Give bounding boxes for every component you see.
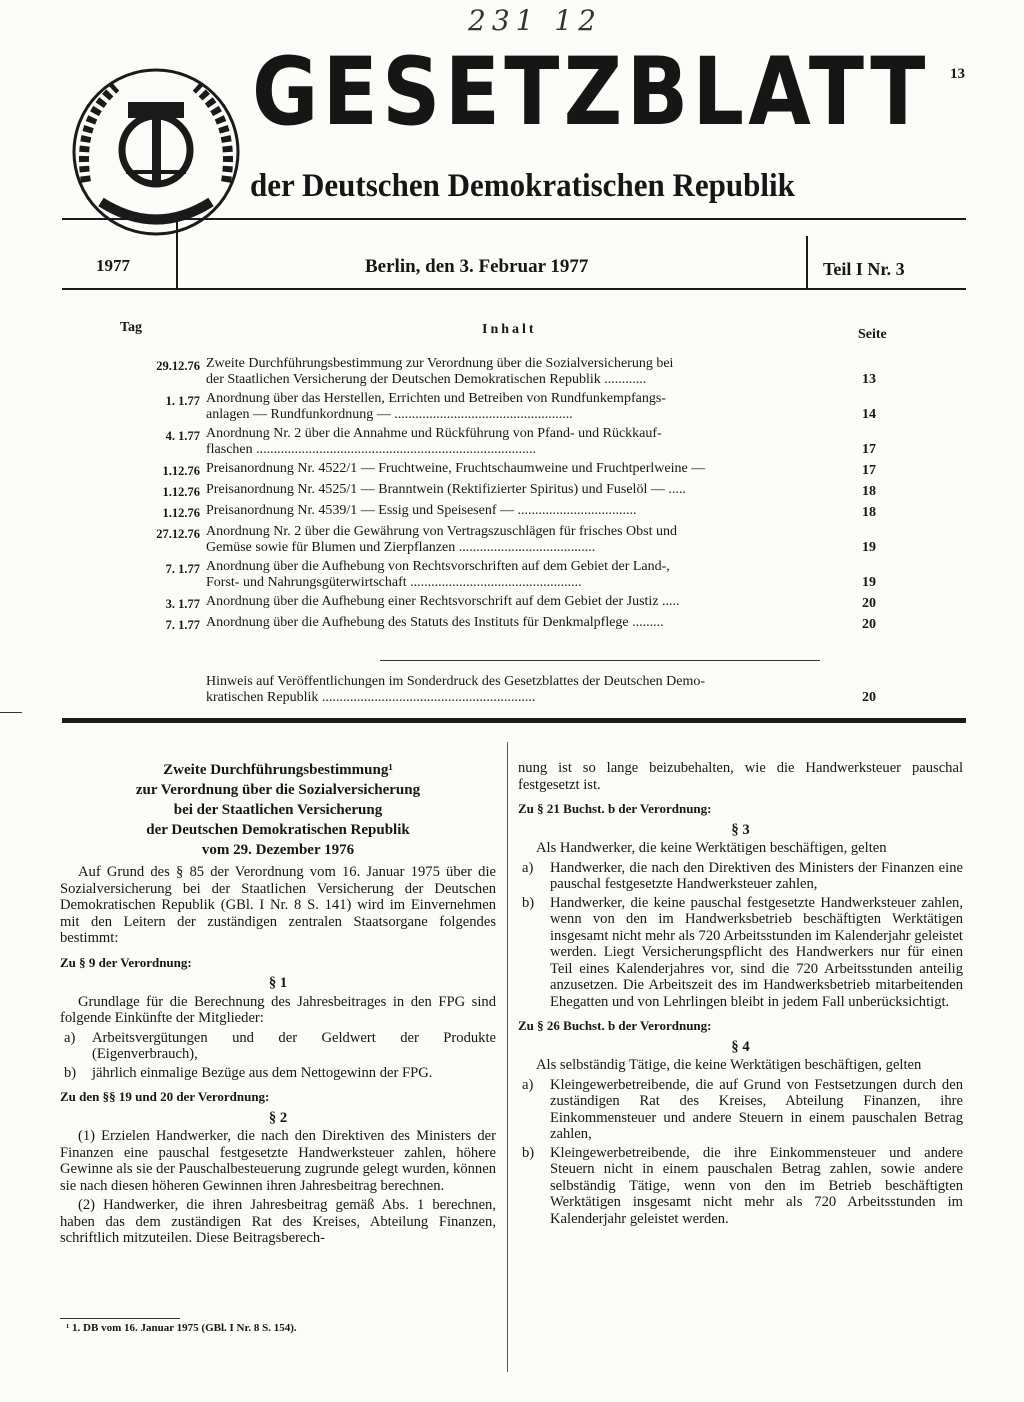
table-of-contents bbox=[100, 356, 900, 636]
toc-entry: 27.12.76 Anordnung Nr. 2 über die Gewährung von Vertragszuschlägen für frisches Obst und Gemüse sowie für Blumen und Zierpflanzen ....................................... 19 bbox=[156, 524, 876, 555]
toc-entry: 3. 1.77 Anordnung über die Aufhebung einer Rechtsvorschrift auf dem Gebiet der Justiz ..... 20 bbox=[165, 594, 876, 611]
page-number: 13 bbox=[950, 66, 965, 82]
decree-date: vom 29. Dezember 1976 bbox=[201, 842, 355, 858]
toc-col-content: Inhalt bbox=[482, 322, 537, 337]
list-item: b) Kleingewerbetreibende, die ihre Einkommensteuer und andere Steuern nicht in einem pauschalen Betrag zahlen, sowie andere selbständig Tätige, wenn von den im Betrieb beschäftigten Werktätigen insgesamt nicht mehr als 720 Arbeitsstunden im Kalenderjahr geleistet werden. bbox=[522, 1144, 963, 1227]
issue-part: Teil I Nr. 3 bbox=[823, 259, 905, 279]
toc-entry: 1.12.76 Preisanordnung Nr. 4522/1 — Fruchtweine, Fruchtschaumweine und Fruchtperlweine — 17 bbox=[162, 461, 876, 478]
page-subtitle: der Deutschen Demokratischen Republik bbox=[250, 168, 795, 204]
toc-col-tag: Tag bbox=[120, 320, 143, 335]
list-item: a) Kleingewerbetreibende, die auf Grund von Festsetzungen durch den zuständigen Rat des Kreises, Abteilung Finanzen, ihre Einkommensteuer und andere Steuern in einem pauschalen Betrag zahlen, bbox=[522, 1076, 963, 1142]
page-title: GESETZBLATT bbox=[252, 38, 930, 147]
issue-year: 1977 bbox=[96, 256, 130, 275]
header-rule-bottom bbox=[62, 288, 966, 290]
paragraph-number: § 4 bbox=[731, 1038, 750, 1055]
column-divider bbox=[507, 742, 508, 1372]
list-item: a) Handwerker, die nach den Direktiven des Ministers der Finanzen eine pauschal festgesetzte Handwerksteuer zahlen, bbox=[522, 859, 963, 892]
toc-entry: 7. 1.77 Anordnung über die Aufhebung des Statuts des Instituts für Denkmalpflege ......... 20 bbox=[165, 615, 876, 632]
toc-separator bbox=[380, 660, 820, 661]
paragraph-number: § 2 bbox=[268, 1109, 288, 1126]
section-heading: Zu § 9 der Verordnung: bbox=[60, 954, 192, 970]
toc-entry: 1. 1.77 Anordnung über das Herstellen, Errichten und Betreiben von Rundfunkempfangs- anlagen — Rundfunkordnung — ................................................... 14 bbox=[165, 391, 876, 422]
toc-note: Hinweis auf Veröffentlichungen im Sonderdruck des Gesetzblattes der Deutschen Demo- kratischen Republik ............................................................. 20 bbox=[206, 674, 876, 705]
toc-entry: 4. 1.77 Anordnung Nr. 2 über die Annahme und Rückführung von Pfand- und Rückkauf- flaschen ................................................................................ 17 bbox=[165, 426, 876, 457]
list-item: a) Arbeitsvergütungen und der Geldwert der Produkte (Eigenverbrauch), bbox=[64, 1029, 496, 1062]
decree-title: Zweite Durchführungsbestimmung¹ bbox=[163, 762, 393, 778]
toc-entry: 1.12.76 Preisanordnung Nr. 4539/1 — Essig und Speisesenf — .................................. 18 bbox=[162, 503, 876, 520]
section-rule bbox=[62, 718, 966, 723]
state-emblem-icon bbox=[66, 62, 246, 242]
handwritten-note: 231 12 bbox=[468, 4, 602, 37]
toc-col-page: Seite bbox=[858, 327, 887, 342]
toc-entry: 7. 1.77 Anordnung über die Aufhebung von Rechtsvorschriften auf dem Gebiet der Land-, Forst- und Nahrungsgüterwirtschaft ................................................. 19 bbox=[165, 559, 876, 590]
footnote-rule bbox=[60, 1318, 180, 1319]
footnote: ¹ 1. DB vom 16. Januar 1975 (GBl. I Nr. 8 S. 154). bbox=[66, 1322, 297, 1334]
section-heading: Zu § 26 Buchst. b der Verordnung: bbox=[518, 1018, 712, 1033]
section-heading: Zu § 21 Buchst. b der Verordnung: bbox=[518, 801, 712, 816]
list-item: b) jährlich einmalige Bezüge aus dem Nettogewinn der FPG. bbox=[64, 1064, 433, 1081]
issue-date: Berlin, den 3. Februar 1977 bbox=[365, 256, 589, 277]
toc-entry: 29.12.76 Zweite Durchführungsbestimmung zur Verordnung über die Sozialversicherung bei der Staatlichen Versicherung der Deutschen Demokratischen Republik ............ 13 bbox=[156, 356, 876, 387]
header-divider bbox=[806, 236, 808, 288]
left-column: Zweite Durchführungsbestimmung¹ zur Verordnung über die Sozialversicherung bei der Staatlichen Versicherung der Deutschen Demokratischen Republik vom 29. Dezember 1976 Auf Grund des § 85 der Verordnung vom 16. Januar 1975 über die Sozialversicherung bei der Staatlichen Versicherung der Deutschen Demokratischen Republik (GBl. I Nr. 8 S. 141) wird im Einvernehmen mit den Leitern der zuständigen zentralen Staatsorgane folgendes bestimmt: Zu § 9 der Verordnung: § 1 Grundlage für die Berechnung des Jahresbeitrages in den FPG sind folgende Einkünfte der Mitglieder: a) Arbeitsvergütungen und der Geldwert der Produkte (Eigenverbrauch), b) jährlich einmalige Bezüge aus dem Nettogewinn der FPG. Zu den §§ 19 und 20 der Verordnung: § 2 (1) Erzielen Handwerker, die nach den Direktiven des Ministers der Finanzen eine pauschal festgesetzte Handwerksteuer zahlen, höhere Gewinne als sie der Pauschalbesteuerung zugrunde gelegt wurden, können sie nach diesen höheren Gewinnen ihren Jahresbeitrag berechnen. (2) Handwerker, die ihren Jahresbeitrag gemäß Abs. 1 berechnen, haben das dem zuständigen Rat des Kreises, Abteilung Finanzen, schriftlich mitzuteilen. Diese Beitragsberech- bbox=[60, 762, 496, 1246]
preamble: Auf Grund des § 85 der Verordnung vom 16. Januar 1975 über die Sozialversicherung bei der Staatlichen Versicherung der Deutschen Demokratischen Republik (GBl. I Nr. 8 S. 141) wird im Einvernehmen mit den Leitern der zuständigen zentralen Staatsorgane folgendes bestimmt: bbox=[60, 864, 496, 946]
list-item: b) Handwerker, die keine pauschal festgesetzte Handwerksteuer zahlen, wenn von den im Handwerksbetrieb beschäftigten Werktätigen insgesamt nicht mehr als 720 Arbeitsstunden im Kalenderjahr geleistet werden. Liegt Versicherungspflicht des Handwerkers nur für einen Teil eines Kalenderjahres vor, sind die 720 Arbeitsstunden anteilig anzusetzen. Die Arbeitszeit des im Handwerksbetrieb mitarbeitenden Ehegatten und von Lehrlingen bleibt in jedem Fall unberücksichtigt. bbox=[522, 894, 963, 1010]
paragraph-number: § 3 bbox=[731, 821, 750, 838]
right-column: nung ist so lange beizubehalten, wie die Handwerksteuer pauschal festgesetzt ist. Zu § 21 Buchst. b der Verordnung: § 3 Als Handwerker, die keine Werktätigen beschäftigen, gelten a) Handwerker, die nach den Direktiven des Ministers der Finanzen eine pauschal festgesetzte Handwerksteuer zahlen, b) Handwerker, die keine pauschal festgesetzte Handwerksteuer zahlen, wenn von den im Handwerksbetrieb beschäftigten Werktätigen insgesamt nicht mehr als 720 Arbeitsstunden im Kalenderjahr geleistet werden. Liegt Versicherungspflicht des Handwerkers nur für einen Teil eines Kalenderjahres vor, sind die 720 Arbeitsstunden anteilig anzusetzen. Die Arbeitszeit des im Handwerksbetrieb mitarbeitenden Ehegatten und von Lehrlingen bleibt in jedem Fall unberücksichtigt. Zu § 26 Buchst. b der Verordnung: § 4 Als selbständig Tätige, die keine Werktätigen beschäftigen, gelten a) Kleingewerbetreibende, die auf Grund von Festsetzungen durch den zuständigen Rat des Kreises, Abteilung Finanzen, ihre Einkommensteuer und andere Steuern in einem pauschalen Betrag zahlen, b) Kleingewerbetreibende, die ihre Einkommensteuer und andere Steuern nicht in einem pauschalen Betrag zahlen, sowie andere selbständig Tätige, wenn von den im Betrieb beschäftigten Werktätigen insgesamt nicht mehr als 720 Arbeitsstunden im Kalenderjahr geleistet werden. bbox=[518, 760, 963, 1227]
header-rule-top bbox=[62, 218, 966, 220]
toc-entry: 1.12.76 Preisanordnung Nr. 4525/1 — Branntwein (Rektifizierter Spiritus) und Fuselöl — ..... 18 bbox=[162, 482, 876, 499]
section-heading: Zu den §§ 19 und 20 der Verordnung: bbox=[60, 1089, 270, 1104]
header-divider bbox=[176, 222, 178, 288]
margin-mark bbox=[0, 712, 22, 713]
paragraph-number: § 1 bbox=[268, 975, 288, 991]
